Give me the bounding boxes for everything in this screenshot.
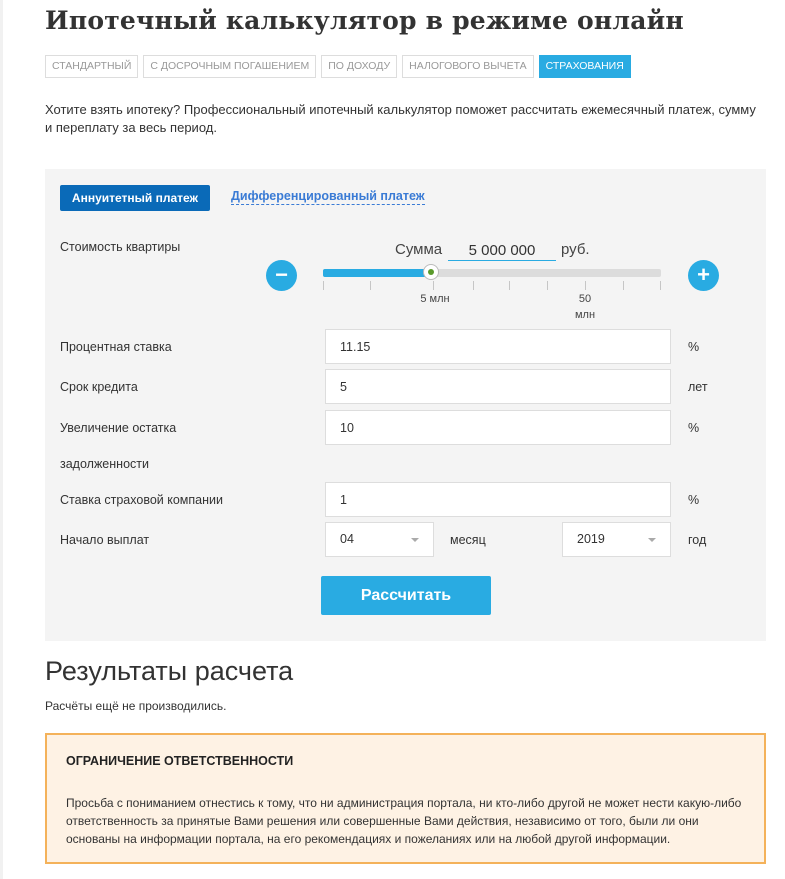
insurance-rate-input[interactable]	[325, 482, 671, 517]
disclaimer-text: Просьба с пониманием отнестись к тому, что ни администрация портала, ни кто-либо другой не может нести какую-либо ответственность за принятые Вами решения или совершенные Вами действия, независимо от того, были ли они основаны на информации портала, на его рекомендациях и пожеланиях или на любой другой информации.	[66, 796, 742, 846]
differentiated-payment-link[interactable]: Дифференцированный платеж	[231, 189, 425, 203]
start-month-value: 04	[340, 532, 354, 546]
tab-standard[interactable]: СТАНДАРТНЫЙ	[45, 55, 138, 78]
chevron-down-icon	[411, 538, 419, 542]
calculator-tabs	[45, 55, 631, 78]
increase-sum-button[interactable]	[688, 260, 719, 291]
debt-increase-label-2: задолженности	[60, 457, 149, 471]
results-title: Результаты расчета	[45, 656, 294, 686]
slider-tick-label-5m: 5 млн	[420, 293, 450, 305]
sum-input[interactable]	[448, 240, 556, 261]
debt-increase-unit: %	[688, 421, 700, 435]
tab-early-repayment[interactable]: С ДОСРОЧНЫМ ПОГАШЕНИЕМ	[143, 55, 316, 78]
page-title: Ипотечный калькулятор в режиме онлайн	[45, 6, 684, 35]
slider-tick-label-50m-unit: млн	[574, 309, 596, 321]
slider-tick	[433, 281, 434, 290]
debt-increase-input[interactable]	[325, 410, 671, 445]
slider-tick	[323, 281, 324, 290]
sum-unit: руб.	[561, 241, 590, 258]
tab-by-income[interactable]: ПО ДОХОДУ	[321, 55, 397, 78]
slider-ticks	[323, 281, 661, 291]
payment-start-label: Начало выплат	[60, 533, 150, 547]
minus-icon: −	[275, 262, 288, 287]
interest-rate-input[interactable]	[325, 329, 671, 364]
sum-label: Сумма	[395, 241, 443, 258]
sum-slider-handle[interactable]	[423, 264, 439, 280]
tab-insurance[interactable]: СТРАХОВАНИЯ	[539, 55, 631, 78]
tab-tax-deduction[interactable]: НАЛОГОВОГО ВЫЧЕТА	[402, 55, 534, 78]
decrease-sum-button[interactable]	[266, 260, 297, 291]
intro-text: Хотите взять ипотеку? Профессиональный ипотечный калькулятор поможет рассчитать ежемесячный платеж, сумму и переплату за весь период.	[45, 102, 756, 135]
start-year-unit: год	[688, 533, 707, 547]
sum-slider-fill	[323, 269, 431, 277]
calculator-panel	[45, 169, 766, 641]
slider-tick	[623, 281, 624, 290]
loan-term-input[interactable]	[325, 369, 671, 404]
interest-rate-unit: %	[688, 340, 700, 354]
start-year-select[interactable]	[562, 522, 671, 557]
slider-tick	[547, 281, 548, 290]
loan-term-label: Срок кредита	[60, 380, 138, 394]
calculate-button[interactable]: Рассчитать	[321, 576, 491, 615]
start-month-select[interactable]	[325, 522, 434, 557]
insurance-rate-unit: %	[688, 493, 700, 507]
slider-tick	[473, 281, 474, 290]
left-rule	[0, 0, 3, 879]
slider-tick	[660, 281, 661, 290]
chevron-down-icon	[648, 538, 656, 542]
plus-icon: +	[697, 262, 710, 287]
insurance-rate-label: Ставка страховой компании	[60, 493, 223, 507]
disclaimer-title: ОГРАНИЧЕНИЕ ОТВЕТСТВЕННОСТИ	[66, 754, 294, 768]
slider-tick	[509, 281, 510, 290]
results-status: Расчёты ещё не производились.	[45, 699, 227, 713]
slider-tick-label-50m: 50	[578, 293, 592, 305]
debt-increase-label: Увеличение остатка	[60, 421, 177, 435]
disclaimer-box	[45, 733, 766, 864]
slider-tick	[370, 281, 371, 290]
interest-rate-label: Процентная ставка	[60, 340, 172, 354]
annuity-payment-button[interactable]: Аннуитетный платеж	[60, 185, 210, 211]
start-month-unit: месяц	[450, 533, 486, 547]
loan-term-unit: лет	[688, 380, 708, 394]
slider-tick	[585, 281, 586, 290]
start-year-value: 2019	[577, 532, 605, 546]
property-cost-label: Стоимость квартиры	[60, 240, 181, 254]
